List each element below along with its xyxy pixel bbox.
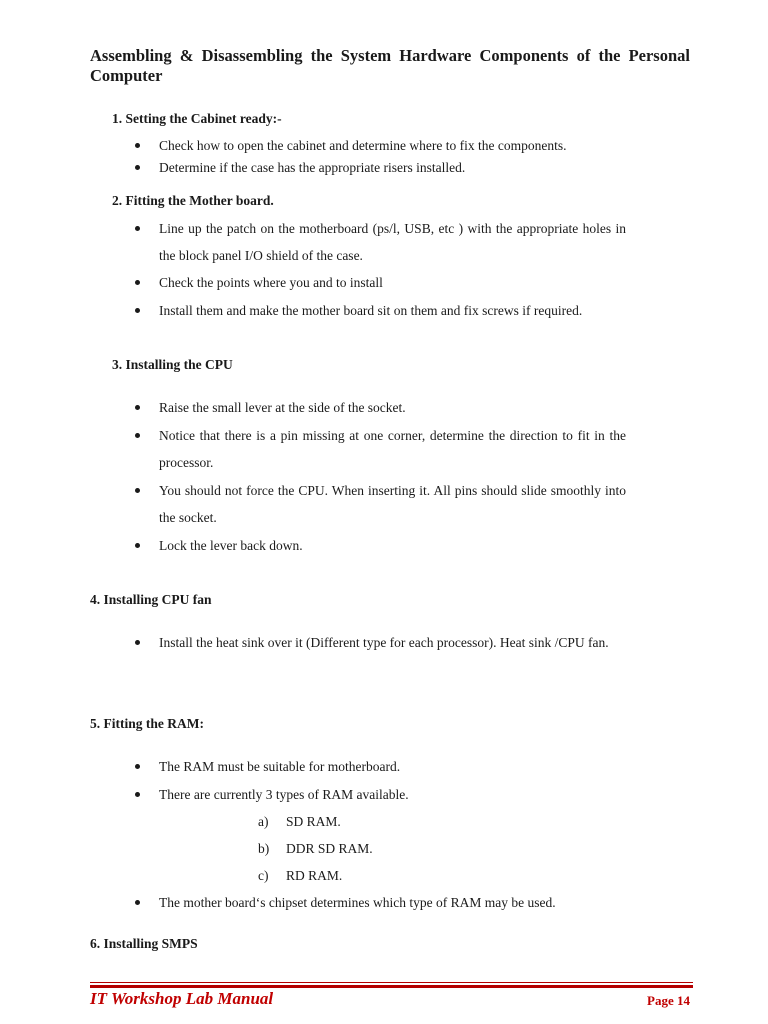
list-item <box>159 422 626 476</box>
footer-divider-thick <box>90 985 693 988</box>
list-item <box>159 889 699 916</box>
sub-list-item <box>258 814 341 830</box>
page-title: Assembling & Disassembling the System Hardware Components of the Personal Computer <box>90 46 690 85</box>
list-item-text: You should not force the CPU. When inserting it. All pins should slide smoothly into the socket. <box>159 483 626 525</box>
section-heading-cpu-fan: 4. Installing CPU fan <box>90 592 212 607</box>
list-item <box>159 269 699 296</box>
list-item-text: Install the heat sink over it (Different type for each processor). Heat sink /CPU fan. <box>159 635 609 650</box>
bullet-icon <box>135 165 140 170</box>
list-item <box>159 297 699 324</box>
section-heading-motherboard: 2. Fitting the Mother board. <box>112 193 274 208</box>
bullet-icon <box>135 143 140 148</box>
list-item-text: There are currently 3 types of RAM available. <box>159 787 409 802</box>
footer-manual-name: IT Workshop Lab Manual <box>90 989 274 1008</box>
bullet-icon <box>135 900 140 905</box>
bullet-icon <box>135 405 140 410</box>
list-item-text: Install them and make the mother board sit on them and fix screws if required. <box>159 303 583 318</box>
list-item-text: Raise the small lever at the side of the socket. <box>159 400 406 415</box>
list-item <box>159 532 699 559</box>
bullet-icon <box>135 226 140 231</box>
sub-list-label: a) <box>258 814 269 829</box>
list-item-text: Determine if the case has the appropriate risers installed. <box>159 160 466 175</box>
bullet-icon <box>135 792 140 797</box>
list-item-text: Check how to open the cabinet and determine where to fix the components. <box>159 138 567 153</box>
list-item-text: Check the points where you and to install <box>159 275 383 290</box>
bullet-icon <box>135 308 140 313</box>
list-item <box>159 753 699 780</box>
sub-list-item <box>258 868 342 884</box>
section-heading-ram: 5. Fitting the RAM: <box>90 716 204 731</box>
sub-list-label: c) <box>258 868 269 883</box>
sub-list-text: RD RAM. <box>286 868 343 883</box>
sub-list-text: DDR SD RAM. <box>286 841 373 856</box>
bullet-icon <box>135 764 140 769</box>
sub-list-item <box>258 841 373 857</box>
list-item-text: The RAM must be suitable for motherboard. <box>159 759 401 774</box>
list-item <box>159 477 626 531</box>
list-item-text: The mother board‘s chipset determines which type of RAM may be used. <box>159 895 556 910</box>
sub-list-text: SD RAM. <box>286 814 341 829</box>
list-item <box>159 154 699 181</box>
section-heading-cpu: 3. Installing the CPU <box>112 357 233 372</box>
list-item-text: Line up the patch on the motherboard (ps/l, USB, etc ) with the appropriate holes in the block panel I/O shield of the case. <box>159 221 626 263</box>
bullet-icon <box>135 280 140 285</box>
footer-divider <box>90 982 693 983</box>
bullet-icon <box>135 488 140 493</box>
section-heading-smps: 6. Installing SMPS <box>90 936 198 951</box>
page-number: Page 14 <box>647 993 690 1008</box>
sub-list-label: b) <box>258 841 270 856</box>
section-heading-cabinet: 1. Setting the Cabinet ready:- <box>112 111 282 126</box>
list-item <box>159 394 699 421</box>
list-item <box>159 781 699 808</box>
bullet-icon <box>135 640 140 645</box>
bullet-icon <box>135 433 140 438</box>
list-item-text: Notice that there is a pin missing at one corner, determine the direction to fit in the processor. <box>159 428 626 470</box>
list-item <box>159 215 626 269</box>
bullet-icon <box>135 543 140 548</box>
list-item <box>159 629 626 656</box>
list-item-text: Lock the lever back down. <box>159 538 303 553</box>
